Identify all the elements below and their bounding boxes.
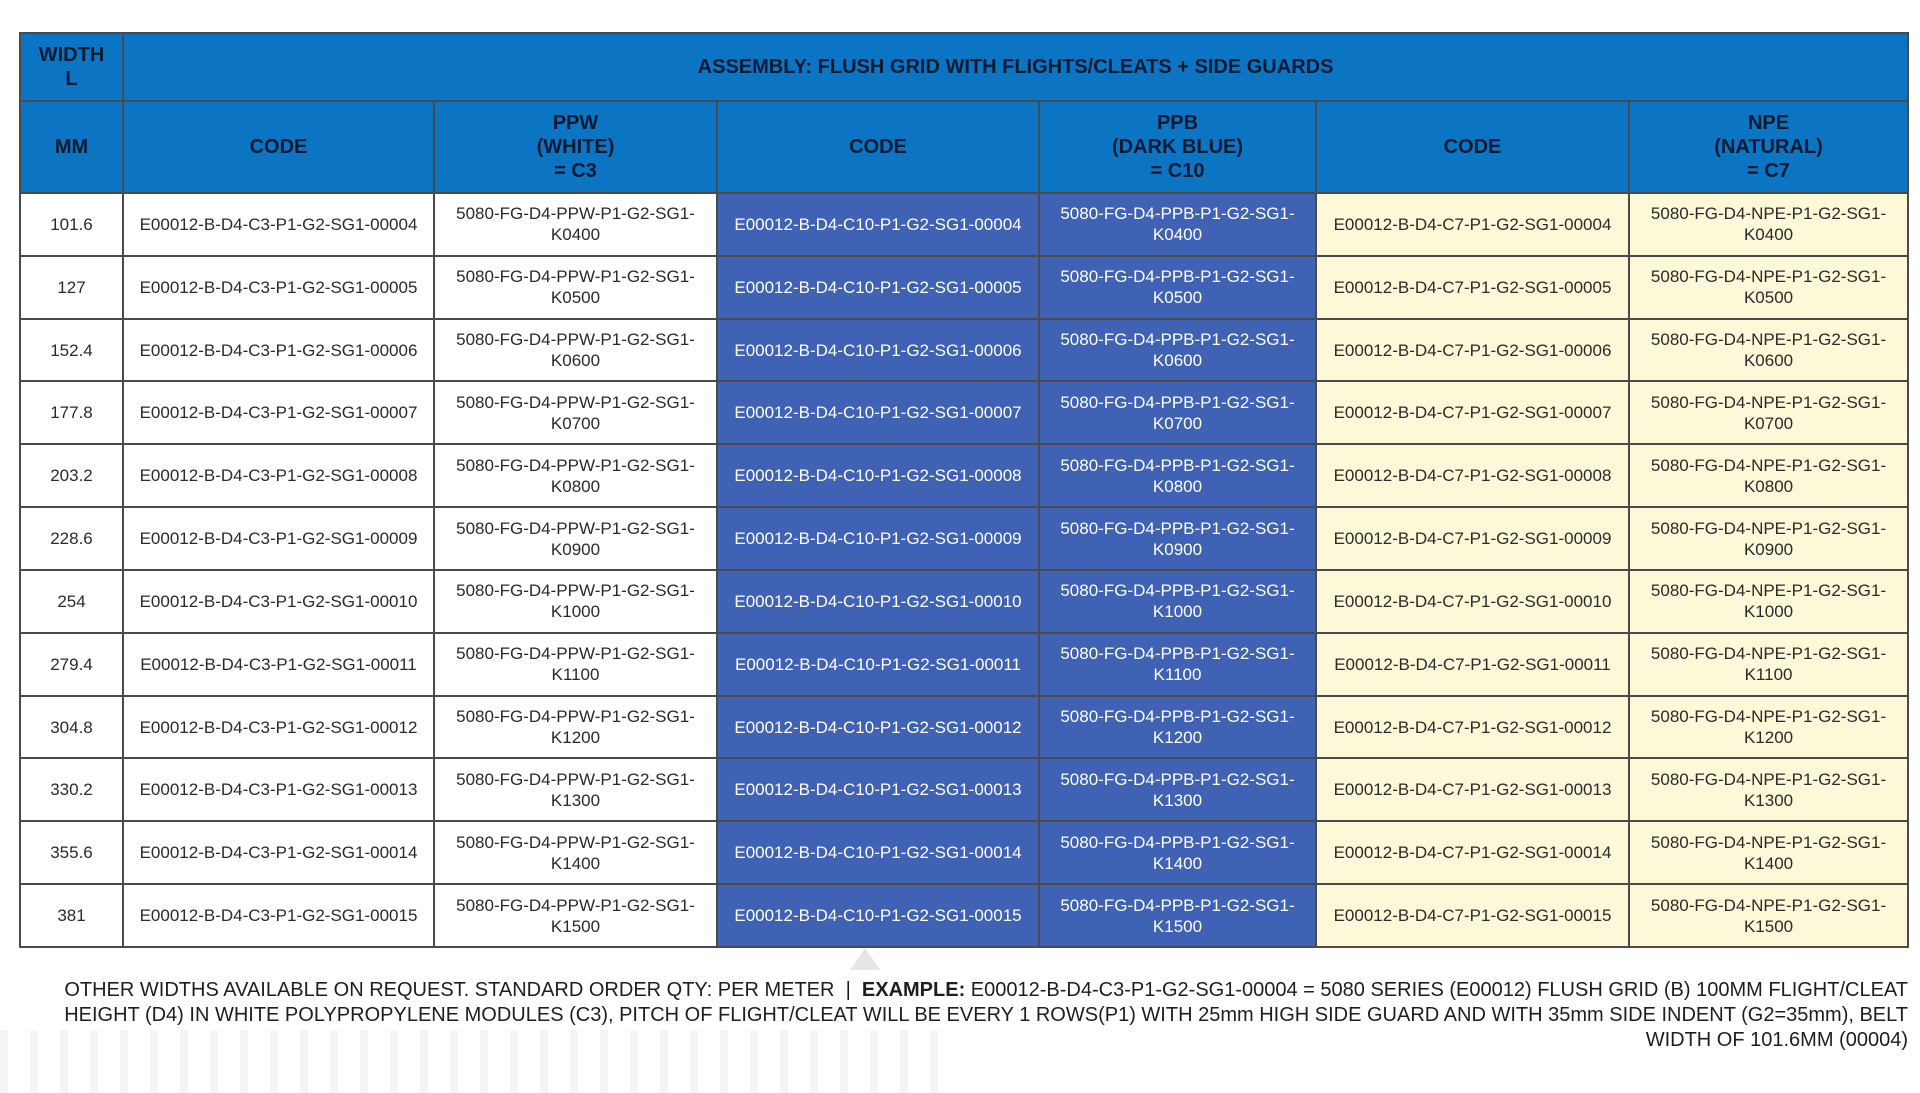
natural-part-cell: 5080-FG-D4-NPE-P1-G2-SG1-K1400 (1629, 821, 1908, 884)
triangle-marker-icon (850, 948, 880, 970)
white-code-cell: E00012-B-D4-C3-P1-G2-SG1-00014 (123, 821, 434, 884)
blue-part-cell: 5080-FG-D4-PPB-P1-G2-SG1-K1300 (1039, 758, 1316, 821)
blue-part-cell: 5080-FG-D4-PPB-P1-G2-SG1-K0700 (1039, 381, 1316, 444)
width-mm-cell: 177.8 (20, 381, 123, 444)
natural-part-cell: 5080-FG-D4-NPE-P1-G2-SG1-K1100 (1629, 633, 1908, 696)
blue-part-cell: 5080-FG-D4-PPB-P1-G2-SG1-K0600 (1039, 319, 1316, 382)
blue-code-cell: E00012-B-D4-C10-P1-G2-SG1-00012 (717, 696, 1039, 759)
blue-part-cell: 5080-FG-D4-PPB-P1-G2-SG1-K0800 (1039, 444, 1316, 507)
table-row (20, 444, 1908, 507)
width-mm-cell: 355.6 (20, 821, 123, 884)
natural-code-cell: E00012-B-D4-C7-P1-G2-SG1-00006 (1316, 319, 1629, 382)
column-header-text: PPB (DARK BLUE) = C10 (1111, 112, 1244, 182)
width-mm-cell: 381 (20, 884, 123, 947)
white-part-cell: 5080-FG-D4-PPW-P1-G2-SG1-K1000 (434, 570, 717, 633)
column-header-text: CODE (849, 136, 907, 158)
blue-code-cell: E00012-B-D4-C10-P1-G2-SG1-00011 (717, 633, 1039, 696)
table-row (20, 696, 1908, 759)
white-part-cell: 5080-FG-D4-PPW-P1-G2-SG1-K0400 (434, 193, 717, 256)
table-row (20, 821, 1908, 884)
width-mm-cell: 228.6 (20, 507, 123, 570)
natural-part-cell: 5080-FG-D4-NPE-P1-G2-SG1-K1500 (1629, 884, 1908, 947)
natural-part-cell: 5080-FG-D4-NPE-P1-G2-SG1-K0900 (1629, 507, 1908, 570)
white-part-cell: 5080-FG-D4-PPW-P1-G2-SG1-K0700 (434, 381, 717, 444)
natural-part-cell: 5080-FG-D4-NPE-P1-G2-SG1-K0800 (1629, 444, 1908, 507)
natural-part-cell: 5080-FG-D4-NPE-P1-G2-SG1-K0500 (1629, 256, 1908, 319)
column-header-white-part (434, 101, 717, 193)
white-code-cell: E00012-B-D4-C3-P1-G2-SG1-00005 (123, 256, 434, 319)
table-row (20, 319, 1908, 382)
blue-part-cell: 5080-FG-D4-PPB-P1-G2-SG1-K1000 (1039, 570, 1316, 633)
blue-part-cell: 5080-FG-D4-PPB-P1-G2-SG1-K0900 (1039, 507, 1316, 570)
footnote-example-text: E00012-B-D4-C3-P1-G2-SG1-00004 = 5080 SERIES (E00012) FLUSH GRID (B) 100MM FLIGHT/CLEAT HEIGHT (D4) IN WHITE POLYPROPYLENE MODULES (C3), PITCH OF FLIGHT/CLEAT WILL BE EVERY 1 ROWS(P1) WITH 25mm HIGH SIDE GUARD AND WITH 35mm SIDE INDENT (G2=35mm), BELT WIDTH OF 101.6MM (00004) (64, 979, 1908, 1051)
white-code-cell: E00012-B-D4-C3-P1-G2-SG1-00013 (123, 758, 434, 821)
natural-part-cell: 5080-FG-D4-NPE-P1-G2-SG1-K1200 (1629, 696, 1908, 759)
white-part-cell: 5080-FG-D4-PPW-P1-G2-SG1-K1300 (434, 758, 717, 821)
natural-code-cell: E00012-B-D4-C7-P1-G2-SG1-00012 (1316, 696, 1629, 759)
width-mm-cell: 254 (20, 570, 123, 633)
width-label-header (20, 33, 123, 101)
natural-part-cell: 5080-FG-D4-NPE-P1-G2-SG1-K1300 (1629, 758, 1908, 821)
blue-code-cell: E00012-B-D4-C10-P1-G2-SG1-00006 (717, 319, 1039, 382)
blue-part-cell: 5080-FG-D4-PPB-P1-G2-SG1-K1100 (1039, 633, 1316, 696)
width-mm-cell: 127 (20, 256, 123, 319)
assembly-title-header: ASSEMBLY: FLUSH GRID WITH FLIGHTS/CLEATS + SIDE GUARDS (123, 33, 1908, 101)
white-code-cell: E00012-B-D4-C3-P1-G2-SG1-00008 (123, 444, 434, 507)
column-header-blue-part (1039, 101, 1316, 193)
white-part-cell: 5080-FG-D4-PPW-P1-G2-SG1-K1100 (434, 633, 717, 696)
natural-code-cell: E00012-B-D4-C7-P1-G2-SG1-00011 (1316, 633, 1629, 696)
blue-code-cell: E00012-B-D4-C10-P1-G2-SG1-00004 (717, 193, 1039, 256)
width-label-text: WIDTH L (38, 44, 105, 90)
width-mm-cell: 101.6 (20, 193, 123, 256)
table-row (20, 256, 1908, 319)
natural-code-cell: E00012-B-D4-C7-P1-G2-SG1-00015 (1316, 884, 1629, 947)
white-part-cell: 5080-FG-D4-PPW-P1-G2-SG1-K0800 (434, 444, 717, 507)
column-header-text: CODE (249, 136, 308, 158)
white-part-cell: 5080-FG-D4-PPW-P1-G2-SG1-K0900 (434, 507, 717, 570)
column-header-natural-code (1316, 101, 1629, 193)
width-mm-cell: 304.8 (20, 696, 123, 759)
width-mm-cell: 279.4 (20, 633, 123, 696)
blue-part-cell: 5080-FG-D4-PPB-P1-G2-SG1-K1400 (1039, 821, 1316, 884)
width-mm-cell: 152.4 (20, 319, 123, 382)
white-code-cell: E00012-B-D4-C3-P1-G2-SG1-00004 (123, 193, 434, 256)
white-part-cell: 5080-FG-D4-PPW-P1-G2-SG1-K0600 (434, 319, 717, 382)
product-table (19, 32, 1909, 948)
blue-code-cell: E00012-B-D4-C10-P1-G2-SG1-00014 (717, 821, 1039, 884)
natural-part-cell: 5080-FG-D4-NPE-P1-G2-SG1-K0400 (1629, 193, 1908, 256)
natural-code-cell: E00012-B-D4-C7-P1-G2-SG1-00005 (1316, 256, 1629, 319)
column-header-text: PPW (WHITE) = C3 (536, 112, 615, 182)
column-header-text: CODE (1443, 136, 1502, 158)
blue-part-cell: 5080-FG-D4-PPB-P1-G2-SG1-K0400 (1039, 193, 1316, 256)
natural-code-cell: E00012-B-D4-C7-P1-G2-SG1-00013 (1316, 758, 1629, 821)
blue-code-cell: E00012-B-D4-C10-P1-G2-SG1-00013 (717, 758, 1039, 821)
natural-code-cell: E00012-B-D4-C7-P1-G2-SG1-00009 (1316, 507, 1629, 570)
blue-code-cell: E00012-B-D4-C10-P1-G2-SG1-00009 (717, 507, 1039, 570)
footnote-example-label: EXAMPLE: (861, 979, 966, 1001)
white-code-cell: E00012-B-D4-C3-P1-G2-SG1-00010 (123, 570, 434, 633)
table-row (20, 884, 1908, 947)
white-part-cell: 5080-FG-D4-PPW-P1-G2-SG1-K1500 (434, 884, 717, 947)
footnote-lead: OTHER WIDTHS AVAILABLE ON REQUEST. STANDARD ORDER QTY: PER METER | (64, 979, 862, 1001)
column-header-text: NPE (NATURAL) = C7 (1714, 112, 1823, 182)
column-header-text: MM (54, 136, 89, 158)
table-row (20, 507, 1908, 570)
white-part-cell: 5080-FG-D4-PPW-P1-G2-SG1-K0500 (434, 256, 717, 319)
white-part-cell: 5080-FG-D4-PPW-P1-G2-SG1-K1400 (434, 821, 717, 884)
column-header-white-code (123, 101, 434, 193)
column-header-mm (20, 101, 123, 193)
blue-part-cell: 5080-FG-D4-PPB-P1-G2-SG1-K0500 (1039, 256, 1316, 319)
white-code-cell: E00012-B-D4-C3-P1-G2-SG1-00011 (123, 633, 434, 696)
natural-code-cell: E00012-B-D4-C7-P1-G2-SG1-00004 (1316, 193, 1629, 256)
width-mm-cell: 203.2 (20, 444, 123, 507)
width-mm-cell: 330.2 (20, 758, 123, 821)
natural-code-cell: E00012-B-D4-C7-P1-G2-SG1-00008 (1316, 444, 1629, 507)
column-header-blue-code (717, 101, 1039, 193)
table-row (20, 758, 1908, 821)
white-code-cell: E00012-B-D4-C3-P1-G2-SG1-00012 (123, 696, 434, 759)
table-row (20, 381, 1908, 444)
table-row (20, 193, 1908, 256)
white-code-cell: E00012-B-D4-C3-P1-G2-SG1-00015 (123, 884, 434, 947)
blue-part-cell: 5080-FG-D4-PPB-P1-G2-SG1-K1200 (1039, 696, 1316, 759)
white-part-cell: 5080-FG-D4-PPW-P1-G2-SG1-K1200 (434, 696, 717, 759)
white-code-cell: E00012-B-D4-C3-P1-G2-SG1-00009 (123, 507, 434, 570)
natural-code-cell: E00012-B-D4-C7-P1-G2-SG1-00014 (1316, 821, 1629, 884)
blue-code-cell: E00012-B-D4-C10-P1-G2-SG1-00015 (717, 884, 1039, 947)
natural-code-cell: E00012-B-D4-C7-P1-G2-SG1-00007 (1316, 381, 1629, 444)
natural-part-cell: 5080-FG-D4-NPE-P1-G2-SG1-K1000 (1629, 570, 1908, 633)
blue-code-cell: E00012-B-D4-C10-P1-G2-SG1-00007 (717, 381, 1039, 444)
column-header-natural-part (1629, 101, 1908, 193)
blue-code-cell: E00012-B-D4-C10-P1-G2-SG1-00005 (717, 256, 1039, 319)
blue-code-cell: E00012-B-D4-C10-P1-G2-SG1-00010 (717, 570, 1039, 633)
natural-part-cell: 5080-FG-D4-NPE-P1-G2-SG1-K0600 (1629, 319, 1908, 382)
blue-code-cell: E00012-B-D4-C10-P1-G2-SG1-00008 (717, 444, 1039, 507)
table-row (20, 570, 1908, 633)
column-header-row (20, 101, 1908, 193)
natural-part-cell: 5080-FG-D4-NPE-P1-G2-SG1-K0700 (1629, 381, 1908, 444)
footnote (40, 978, 1908, 1053)
natural-code-cell: E00012-B-D4-C7-P1-G2-SG1-00010 (1316, 570, 1629, 633)
white-code-cell: E00012-B-D4-C3-P1-G2-SG1-00007 (123, 381, 434, 444)
white-code-cell: E00012-B-D4-C3-P1-G2-SG1-00006 (123, 319, 434, 382)
blue-part-cell: 5080-FG-D4-PPB-P1-G2-SG1-K1500 (1039, 884, 1316, 947)
table-row (20, 633, 1908, 696)
